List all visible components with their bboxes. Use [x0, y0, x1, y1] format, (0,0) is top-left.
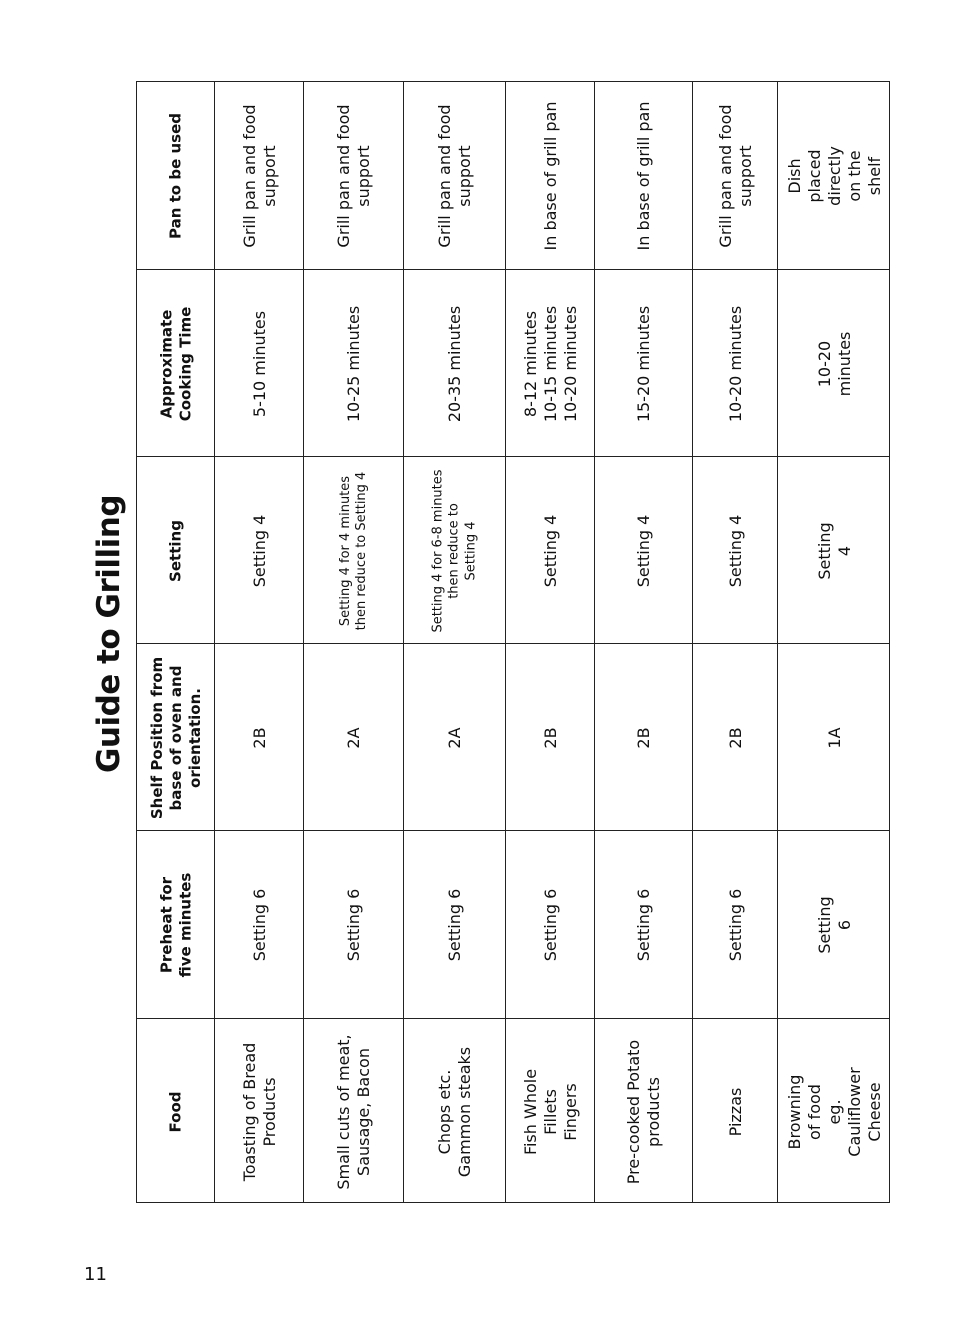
cell-preheat: Setting 6 — [249, 888, 269, 962]
header-cooking-time: Approximate Cooking Time — [157, 306, 194, 421]
cell-shelf-position: 2B — [725, 726, 745, 749]
cell-food: Pre-cooked Potato products — [624, 1039, 663, 1184]
cell-shelf-position: 2A — [445, 726, 464, 749]
cell-food: Toasting of Bread Products — [239, 1042, 279, 1181]
cell-pan: In base of grill pan — [540, 101, 560, 251]
cell-pan: Dish placed directly on the shelf — [784, 146, 884, 206]
cell-shelf-position: 2B — [634, 726, 653, 749]
page-number: 11 — [84, 1264, 107, 1285]
cell-cooking-time: 5-10 minutes — [249, 310, 269, 417]
cell-pan: Grill pan and food support — [435, 104, 474, 248]
cell-preheat: Setting 6 — [540, 888, 560, 962]
cell-setting: Setting 4 — [725, 514, 745, 587]
table-vertical-rule — [505, 82, 506, 1202]
cell-food: Pizzas — [725, 1087, 745, 1136]
cell-shelf-position: 1A — [824, 726, 844, 749]
cell-shelf-position: 2B — [249, 726, 269, 749]
table-horizontal-rule — [137, 1018, 889, 1019]
cell-pan: Grill pan and food support — [334, 104, 373, 248]
table-vertical-rule — [692, 82, 693, 1202]
cell-food: Fish Whole Fillets Fingers — [520, 1068, 580, 1155]
header-pan: Pan to be used — [166, 113, 185, 239]
cell-setting: Setting 4 — [540, 514, 560, 587]
cell-preheat: Setting 6 — [344, 888, 363, 962]
cell-preheat: Setting 6 — [445, 888, 464, 962]
cell-preheat: Setting 6 — [814, 896, 854, 954]
cell-setting: Setting 4 — [249, 514, 269, 587]
table-vertical-rule — [594, 82, 595, 1202]
cell-food: Browning of food eg. Cauliflower Cheese — [784, 1066, 884, 1157]
cell-setting: Setting 4 for 4 minutes then reduce to Setting 4 — [337, 471, 369, 630]
cell-cooking-time: 10-20 minutes — [725, 305, 745, 422]
cell-setting: Setting 4 — [814, 521, 854, 580]
cell-shelf-position: 2A — [344, 726, 363, 749]
table-horizontal-rule — [137, 456, 889, 457]
cell-cooking-time: 15-20 minutes — [634, 305, 653, 422]
cell-pan: Grill pan and food support — [239, 104, 279, 248]
page-title: Guide to Grilling — [91, 494, 127, 774]
cell-food: Chops etc. Gammon steaks — [435, 1046, 474, 1177]
cell-shelf-position: 2B — [540, 726, 560, 749]
table-vertical-rule — [214, 82, 215, 1202]
cell-setting: Setting 4 for 6-8 minutes then reduce to Setting 4 — [430, 468, 479, 633]
table-horizontal-rule — [137, 830, 889, 831]
cell-food: Small cuts of meat, Sausage, Bacon — [334, 1033, 373, 1190]
cell-pan: Grill pan and food support — [715, 104, 755, 248]
cell-cooking-time: 20-35 minutes — [445, 305, 464, 422]
table-horizontal-rule — [137, 269, 889, 270]
cell-pan: In base of grill pan — [634, 101, 653, 251]
cell-preheat: Setting 6 — [725, 888, 745, 962]
header-setting: Setting — [166, 519, 185, 582]
cell-cooking-time: 10-20 minutes — [814, 331, 854, 396]
table-vertical-rule — [403, 82, 404, 1202]
header-preheat: Preheat for five minutes — [157, 872, 194, 978]
cell-setting: Setting 4 — [634, 514, 653, 587]
grilling-table — [136, 81, 890, 1203]
cell-cooking-time: 10-25 minutes — [344, 305, 363, 422]
table-horizontal-rule — [137, 643, 889, 644]
cell-preheat: Setting 6 — [634, 888, 653, 962]
table-vertical-rule — [777, 82, 778, 1202]
table-vertical-rule — [303, 82, 304, 1202]
header-food: Food — [166, 1091, 185, 1132]
cell-cooking-time: 8-12 minutes 10-15 minutes 10-20 minutes — [520, 305, 580, 422]
header-shelf-position: Shelf Position from base of oven and orientation. — [147, 656, 204, 819]
